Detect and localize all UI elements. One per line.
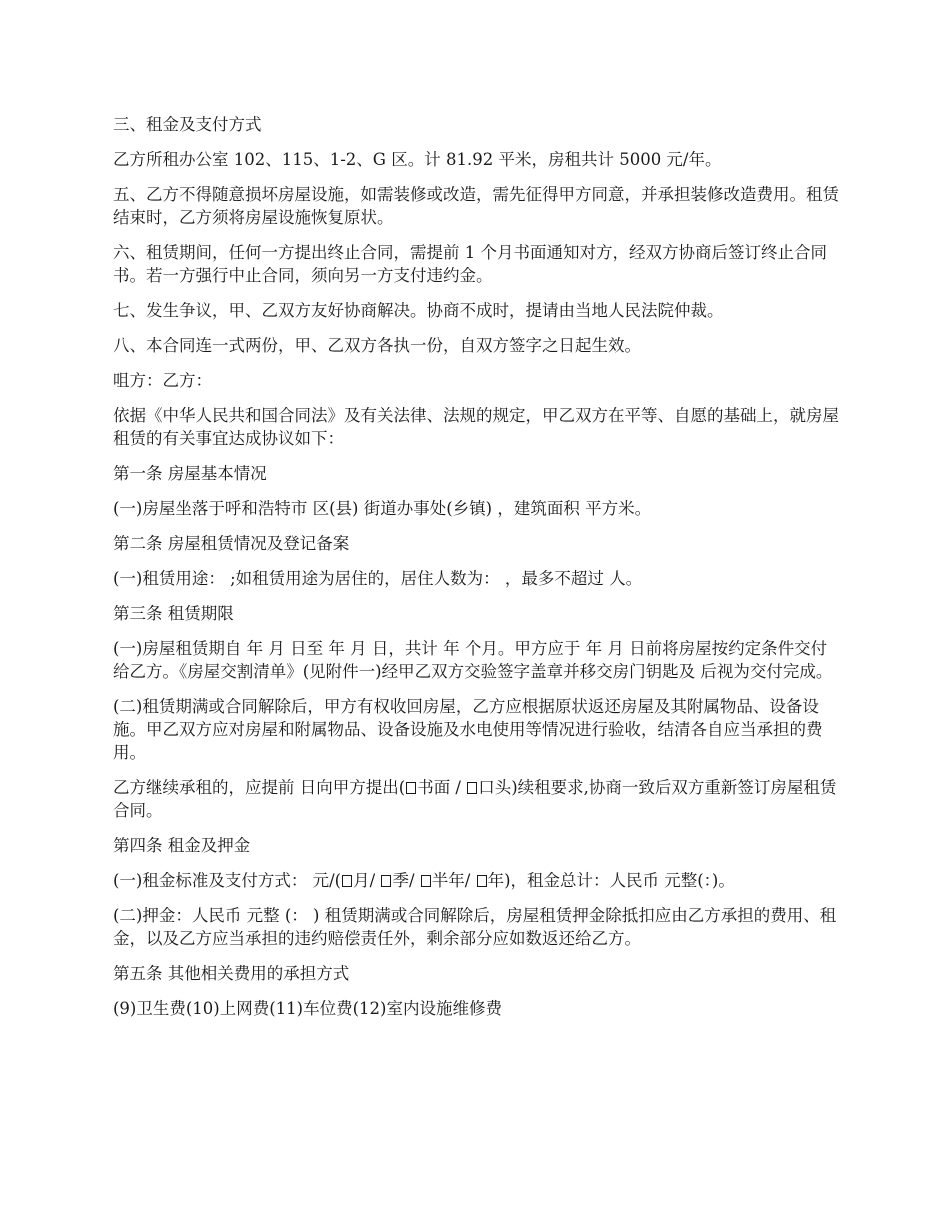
preamble-paragraph: 依据《中华人民共和国合同法》及有关法律、法规的规定，甲乙双方在平等、自愿的基础上，就房屋租赁的有关事宜达成协议如下： bbox=[113, 406, 839, 448]
clause-7-disputes: 七、发生争议，甲、乙双方友好协商解决。协商不成时，提请由当地人民法院仲裁。 bbox=[113, 301, 724, 320]
checkbox-quarterly[interactable] bbox=[381, 875, 391, 887]
checkbox-monthly[interactable] bbox=[342, 875, 352, 887]
article-3-item-2: (二)租赁期满或合同解除后，甲方有权收回房屋，乙方应根据原状返还房屋及其附属物品、设备设施。甲乙双方应对房屋和附属物品、设备设施及水电使用等情况进行验收，结清各自应当承担的费用。 bbox=[113, 697, 823, 762]
parties-line: 咀方：乙方： bbox=[113, 371, 212, 390]
checkbox-yearly[interactable] bbox=[477, 875, 487, 887]
article-2-item-1: (一)租赁用途： ;如租赁用途为居住的，居住人数为： ，最多不超过 人。 bbox=[113, 569, 643, 588]
renewal-paragraph: 乙方继续承租的，应提前 日向甲方提出( 书面 / 口头)续租要求,协商一致后双方重新签订房屋租赁合同。 bbox=[113, 778, 837, 820]
article-3-item-1: (一)房屋租赁期自 年 月 日至 年 月 日，共计 年 个月。甲方应于 年 月 日前将房屋按约定条件交付给乙方。《房屋交割清单》(见附件一)经甲乙双方交验签字盖章并移交房门钥匙及 后视为交付完成。 bbox=[113, 639, 833, 681]
article-1-item-1: (一)房屋坐落于呼和浩特市 区(县) 街道办事处(乡镇) ，建筑面积 平方米。 bbox=[113, 499, 652, 518]
checkbox-half-year[interactable] bbox=[421, 875, 431, 887]
article-1-heading: 第一条 房屋基本情况 bbox=[113, 464, 267, 483]
paragraph-office-area: 乙方所租办公室 102、115、1-2、G 区。计 81.92 平米，房租共计 5000 元/年。 bbox=[113, 150, 722, 169]
clause-6-termination: 六、租赁期间，任何一方提出终止合同，需提前 1 个月书面通知对方，经双方协商后签订终止合同书。若一方强行中止合同，须向另一方支付违约金。 bbox=[113, 243, 827, 285]
document-body bbox=[113, 113, 841, 1032]
article-5-heading: 第五条 其他相关费用的承担方式 bbox=[113, 964, 350, 983]
article-2-heading: 第二条 房屋租赁情况及登记备案 bbox=[113, 534, 350, 553]
article-4-item-2: (二)押金：人民币 元整 (： ) 租赁期满或合同解除后，房屋租赁押金除抵扣应由乙方承担的费用、租金，以及乙方应当承担的违约赔偿责任外，剩余部分应如数返还给乙方。 bbox=[113, 906, 837, 948]
checkbox-written[interactable] bbox=[406, 782, 416, 794]
clause-5-renovation: 五、乙方不得随意损坏房屋设施，如需装修或改造，需先征得甲方同意，并承担装修改造费用。租赁结束时，乙方须将房屋设施恢复原状。 bbox=[113, 185, 839, 227]
article-4-heading: 第四条 租金及押金 bbox=[113, 836, 251, 855]
article-3-heading: 第三条 租赁期限 bbox=[113, 604, 234, 623]
article-4-item-1: (一)租金标准及支付方式： 元/( 月/ 季/ 半年/ 年)，租金总计：人民币 元整(：)。 bbox=[113, 871, 735, 890]
checkbox-verbal[interactable] bbox=[467, 782, 477, 794]
section-heading-rent-payment: 三、租金及支付方式 bbox=[113, 115, 262, 134]
clause-8-copies: 八、本合同连一式两份，甲、乙双方各执一份，自双方签字之日起生效。 bbox=[113, 336, 641, 355]
article-5-fees-list: (9)卫生费(10)上网费(11)车位费(12)室内设施维修费 bbox=[113, 999, 502, 1018]
